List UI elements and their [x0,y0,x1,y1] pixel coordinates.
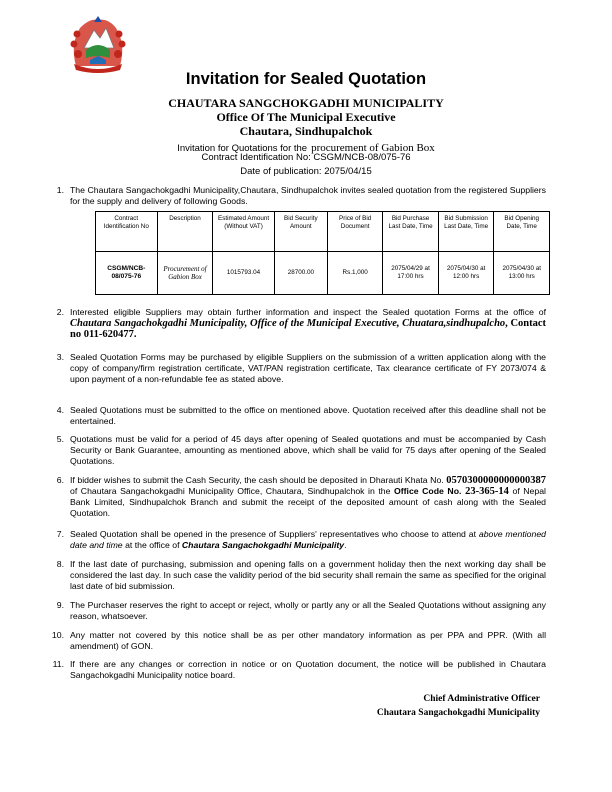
clause-6 [56,475,546,519]
clause-number: 10. [51,630,64,640]
cell-price: Rs.1,000 [327,252,382,295]
clause-number: 3. [56,352,64,362]
column-header: Bid Purchase Last Date, Time [383,212,439,252]
clause-text: If the last date of purchasing, submission and opening falls on a government holiday then the next working day shall be considered the last day. In such case the validity period of the bid security shall remain the same as specified for the original last date of bid submission. [70,559,546,591]
cell-description: Procurement of Gabion Box [157,252,213,295]
quotation-table [95,211,550,295]
column-header: Contract Identification No [96,212,158,252]
contract-id-line: Contract Identification No: CSGM/NCB-08/075-76 [201,152,411,163]
clause-text: Sealed Quotation shall be opened in the presence of Suppliers' representatives who choose to attend at [70,529,479,539]
column-header: Price of Bid Document [327,212,382,252]
table-header-row [96,212,550,252]
clause-number: 4. [56,405,64,415]
clause-number: 8. [56,559,64,569]
office-name: Office Of The Municipal Executive [216,110,396,124]
column-header: Bid Submission Last Date, Time [438,212,494,252]
clause-9 [56,600,546,622]
column-header: Bid Opening Date, Time [494,212,550,252]
invitation-prefix: Invitation for Quotations for the [177,143,308,154]
clause-text: Any matter not covered by this notice shall be as per other mandatory information as per PPA and PPR. (With all amendment) of GON. [70,630,546,651]
office-code-label: Office Code No. [393,486,462,496]
clause-7 [56,529,546,551]
column-header: Estimated Amount (Without VAT) [213,212,274,252]
clause-text: Quotations must be valid for a period of 45 days after opening of Sealed quotations and must be accompanied by Cash Security or Bank Guarantee, amounting as mentioned above, which shall be valid for 75 days after opening of the Sealed Quotations. [70,434,546,466]
clause-number: 5. [56,434,64,444]
clause-text: Interested eligible Suppliers may obtain further information and inspect the Sealed quotation Forms at the office of [70,307,546,317]
document-title: Invitation for Sealed Quotation [185,70,427,88]
clause-text: If bidder wishes to submit the Cash Security, the cash should be deposited in Dharauti Khata No. [70,475,444,485]
clause-number: 1. [56,185,64,195]
contact-number: , Contact no 011-620477. [70,318,547,340]
publication-date: Date of publication: 2075/04/15 [240,166,372,177]
nepal-emblem-logo [66,14,130,74]
clause-number: 6. [56,475,64,485]
clause-text: The Chautara Sangachokgadhi Municipality,Chautara, Sindhupalchok invites sealed quotation from the registered Suppliers for the supply and delivery of following Goods. [70,185,546,206]
municipality-name: CHAUTARA SANGCHOKGADHI MUNICIPALITY [168,96,444,110]
clause-text: . [344,540,347,550]
clause-text: If there are any changes or correction in notice or on Quotation document, the notice will be published in Chautara Sangachokgadhi Municipality notice board. [70,659,546,680]
clause-4 [56,405,546,427]
clause-8 [56,559,546,592]
signature-organization: Chautara Sangachokgadhi Municipality [376,708,540,718]
clause-10 [51,630,546,652]
clause-text-italic: above mentioned date and time [70,529,546,550]
office-code: 23-365-14 [461,486,509,497]
clause-text: at the office of [122,540,182,550]
invitation-subject: procurement of Gabion Box [311,142,435,154]
cell-bid-security: 28700.00 [274,252,327,295]
clause-3 [56,352,546,385]
clause-number: 2. [56,307,64,317]
clause-text: The Purchaser reserves the right to accept or reject, wholly or partly any or all the Sealed Quotations without assigning any reason, whatsoever. [70,600,546,621]
clause-text: of Nepal Bank Limited, Sindhupalchok Branch and submit the receipt of the deposited amount of cash along with the Sealed Quotation. [70,486,546,518]
separator: , [244,318,250,329]
cell-contract-no: CSGM/NCB-08/075-76 [96,252,158,295]
cell-estimated-amount: 1015793.04 [213,252,274,295]
office-reference: Office of the Municipal Executive, Chuatara,sindhupalcho [250,318,506,329]
table-row [96,252,550,295]
office-reference: Chautara Sangachokgadhi Municipality [181,540,345,550]
clause-number: 7. [56,529,64,539]
clause-text: of Chautara Sangachokgadhi Municipality Office, Chautara, Sindhupalchok in the [70,486,394,496]
column-header: Description [157,212,213,252]
clause-text: Sealed Quotations must be submitted to the office on mentioned above. Quotation received after this deadline shall not be entertained. [70,405,546,426]
office-reference: Chautara Sangachokgadhi Municipality [70,318,245,329]
clause-2 [56,307,547,340]
clause-1 [56,185,546,207]
cell-opening-date: 2075/04/30 at 13:00 hrs [494,252,550,295]
clause-11 [52,659,546,681]
cell-submission-date: 2075/04/30 at 12:00 hrs [438,252,494,295]
account-number: 0570300000000000387 [446,475,546,486]
office-location: Chautara, Sindhupalchok [239,124,373,138]
signature-title: Chief Administrative Officer [423,694,540,704]
clause-number: 9. [56,600,64,610]
clause-text: Sealed Quotation Forms may be purchased by eligible Suppliers on the submission of a written application along with the copy of company/firm registration certificate, VAT/PAN registration certificate, Tax clearance certificate of FY 2073/074 & upon payment of a non-refundable fee as stated above. [70,352,546,384]
clause-number: 11. [52,659,64,669]
column-header: Bid Security Amount [274,212,327,252]
cell-purchase-date: 2075/04/29 at 17:00 hrs [383,252,439,295]
clause-5 [56,434,546,467]
